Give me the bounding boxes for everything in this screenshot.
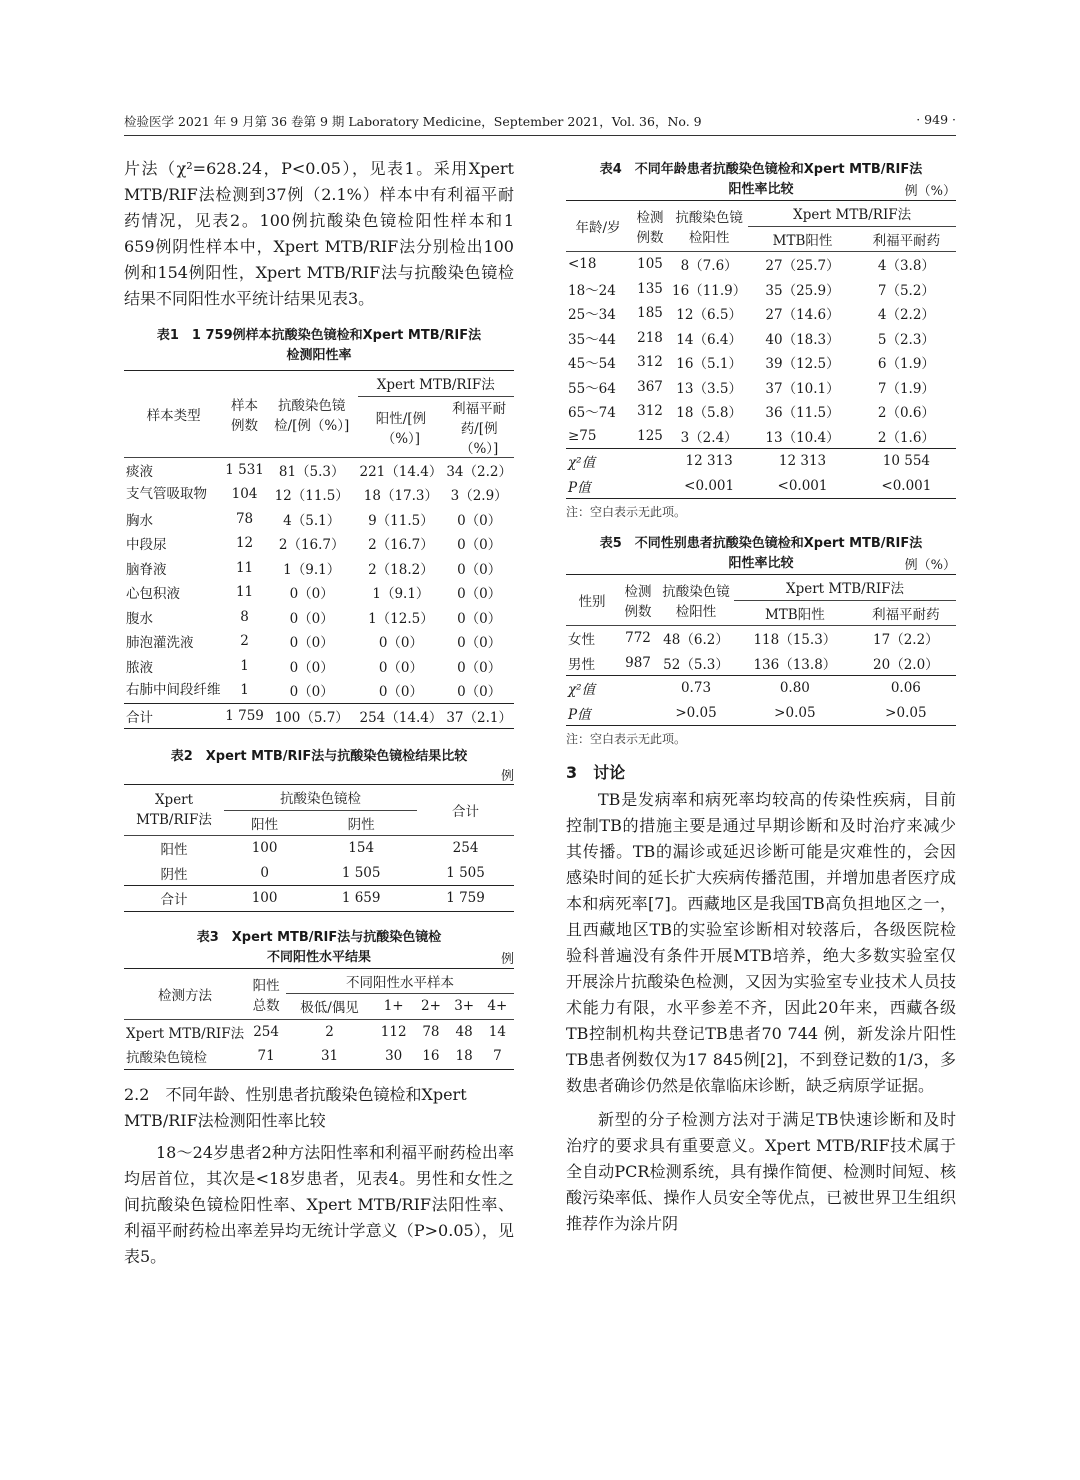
table-cell: 100 [251,890,278,907]
table-cell: 14（6.4） [676,331,742,348]
t2-h-method: Xpert MTB/RIF法 [136,792,212,828]
table-cell: >0.05 [675,704,717,721]
table-cell: 185 [637,305,663,322]
table-cell: 胸水 [126,512,153,529]
t4-h-rif: 利福平耐药 [872,232,941,249]
t4-h-n: 检测例数 [636,210,664,246]
table-cell: 0（0） [457,635,502,652]
table-cell: 3（2.4） [680,429,738,446]
table-cell: 12 313 [778,453,827,470]
table-row [124,482,514,507]
table-1 [124,326,514,729]
table-cell: 136（13.8） [753,656,837,673]
table-cell: 18 [455,1048,473,1065]
section-3-paragraph-2: 新型的分子检测方法对于满足TB快速诊断和及时治疗的要求具有重要意义。Xpert MTB/RIF技术属于全自动PCR检测系统，具有操作简便、检测时间短、核酸污染率低、操作人员安全等优点，已被世界卫生组织推荐作为涂片阴 [566,1110,956,1233]
table-row [566,301,956,326]
table-3-caption: 表3 Xpert MTB/RIF法与抗酸染色镜检 [196,929,442,945]
table-cell: 0（0） [289,635,334,652]
table-cell: 2（16.7） [278,537,345,554]
table-row [124,861,514,886]
table-cell: 27（25.7） [765,258,840,275]
journal-info: 检验医学 2021 年 9 月第 36 卷第 9 期 Laboratory Medicine，September 2021，Vol. 36，No. 9 [124,114,702,129]
table-row [124,531,514,556]
table-cell: 7（5.2） [877,282,935,299]
table-cell: 312 [637,403,663,420]
table-cell: 心包积液 [126,586,180,603]
table-cell: 154 [348,840,375,857]
table-cell: 0（0） [289,659,334,676]
table-1-caption: 表1 1 759例样本抗酸染色镜检和Xpert MTB/RIF法 [156,328,482,343]
table-3-unit: 例 [500,951,514,967]
table-5-caption: 表5 不同性别患者抗酸染色镜检和Xpert MTB/RIF法 [599,536,923,551]
table-cell: 1 759 [446,890,485,907]
table-row [566,626,956,651]
table-row [566,350,956,375]
table-cell: 104 [231,486,258,503]
table-cell: 男性 [568,656,595,673]
t5-h-mtb: MTB阳性 [764,606,825,623]
table-cell: 34（2.2） [446,463,512,480]
table-5 [566,534,956,747]
table-cell: 0（0） [289,610,334,627]
section-2-2-title: 2.2 不同年龄、性别患者抗酸染色镜检和Xpert MTB/RIF法检测阳性率比较 [124,1084,467,1130]
t5-h-afb: 抗酸染色镜检阳性 [662,584,730,620]
section-2-2-body: 18～24岁患者2种方法阳性率和利福平耐药检出率均居首位，其次是<18岁患者，见表4。男性和女性之间抗酸染色镜检阳性率、Xpert MTB/RIF法阳性率、利福平耐药检出率差异均无统计学意义（P>0.05），见表5。 [124,1142,514,1266]
t1-h-n: 样本例数 [231,397,259,434]
table-cell: 6（1.9） [877,356,935,373]
table-cell: Xpert MTB/RIF法 [126,1025,245,1042]
table-row [124,507,514,532]
table-cell: 135 [637,280,663,297]
table-cell: 0.80 [779,680,810,697]
table-2 [124,747,514,912]
table-cell: 48（6.2） [663,632,729,649]
t3-h-total: 阳性总数 [252,977,280,1014]
right-column [566,160,956,1237]
table-row [566,277,956,302]
table-cell: 25～34 [568,307,616,324]
table-cell: 8（7.6） [680,258,738,275]
table-cell: 2（18.2） [368,561,434,578]
table-cell: <18 [568,256,597,273]
table-row [566,399,956,424]
table-cell: 0（0） [378,684,423,701]
table-row [566,424,956,449]
table-3 [124,928,514,1070]
table-cell: 腹水 [126,610,153,627]
table-cell: 16 [422,1048,440,1065]
t2-h-total: 合计 [452,804,480,820]
table-cell: 痰液 [126,463,153,480]
table-4-caption-2: 阳性率比较 [728,182,794,197]
table-cell: 12（6.5） [676,307,742,324]
table-4-caption: 表4 不同年龄患者抗酸染色镜检和Xpert MTB/RIF法 [599,162,923,177]
table-cell: 45～54 [568,356,616,373]
table-cell: 阴性 [160,866,188,883]
table-cell: 100（5.7） [274,709,349,726]
table-cell: 118（15.3） [753,632,837,649]
table-cell: 125 [637,427,663,444]
table-cell: 105 [637,256,663,273]
table-5-caption-2: 阳性率比较 [728,556,794,571]
table-cell: <0.001 [684,477,735,494]
table-cell: 0 [260,864,269,881]
table-cell: 1 505 [341,864,381,881]
t5-h-rif: 利福平耐药 [872,606,940,623]
t4-h-xpert: Xpert MTB/RIF法 [748,201,956,227]
table-cell: 2（1.6） [877,429,935,446]
table-cell: 9（11.5） [368,512,434,529]
table-cell: 81（5.3） [278,463,345,480]
t3-h-levels: 不同阳性水平样本 [286,968,514,994]
table-row [124,654,514,679]
t4-h-afb: 抗酸染色镜检阳性 [675,210,743,246]
table-row [566,326,956,351]
table-row [124,556,514,581]
running-header [124,112,956,136]
table-cell: 987 [625,654,651,671]
table-cell: 13（3.5） [676,380,742,397]
table-cell: 0（0） [457,684,502,701]
table-cell: 35（25.9） [765,282,840,299]
t4-h-age: 年龄/岁 [575,220,621,236]
table-cell: 2（0.6） [877,405,935,422]
table-row [566,651,956,676]
table-cell: 12（11.5） [274,488,349,505]
table-cell: 52（5.3） [663,656,729,673]
table-row [124,836,514,861]
table-cell: <0.001 [881,477,932,494]
t2-h-neg: 阴性 [347,816,375,833]
table-cell: P值 [568,706,591,723]
table-cell: 100 [251,840,278,857]
table-cell: 0（0） [289,586,334,603]
table-cell: 16（11.9） [672,282,747,299]
table-header-cell: 3+ [454,998,475,1015]
table-cell: 11 [235,559,254,576]
table-cell: 7 [493,1048,502,1065]
table-header-cell: 2+ [420,998,441,1015]
table-cell: 0（0） [457,610,502,627]
table-cell: 肺泡灌洗液 [126,635,194,652]
table-cell: 18（17.3） [363,488,439,505]
table-cell: 1（12.5） [368,610,434,627]
table-5-unit: 例（%） [904,558,956,573]
table-cell: 0（0） [378,659,423,676]
table-cell: 1 659 [341,890,381,907]
table-row [566,449,956,474]
table-cell: 1 [240,682,249,699]
table-cell: 218 [637,329,663,346]
table-cell: χ²值 [568,455,596,472]
table-cell: 7（1.9） [877,380,935,397]
t1-h-type: 样本类型 [146,407,201,424]
section-3-title: 3 讨论 [566,763,626,782]
table-cell: 合计 [126,709,153,726]
table-cell: 312 [637,354,663,371]
t5-h-xpert: Xpert MTB/RIF法 [734,575,956,601]
table-cell: 0（0） [457,537,502,554]
table-4-unit: 例（%） [904,184,956,199]
table-cell: 254（14.4） [359,709,443,726]
table-cell: 71 [257,1048,275,1065]
table-cell: 脑脊液 [126,561,167,578]
table-cell: 30 [385,1048,403,1065]
table-cell: 0（0） [457,659,502,676]
table-cell: 12 [235,535,254,552]
table-cell: 0.06 [890,680,921,697]
t1-h-afb: 抗酸染色镜检/[例（%）] [274,397,350,434]
table-cell: 39（12.5） [765,356,840,373]
table-cell: 0.73 [680,680,712,697]
table-cell: 13（10.4） [765,429,840,446]
table-cell: 1（9.1） [372,586,430,603]
table-row [124,1019,514,1044]
left-column [124,156,514,1270]
table-cell: 12 313 [685,453,733,470]
table-cell: 2（16.7） [368,537,434,554]
table-2-caption: 表2 Xpert MTB/RIF法与抗酸染色镜检结果比较 [170,749,468,764]
table-5-note: 注：空白表示无此项。 [566,732,687,746]
table-cell: 16（5.1） [676,356,742,373]
t1-h-pos: 阳性/[例（%）] [375,410,427,447]
table-cell: 合计 [160,892,188,909]
table-cell: 3（2.9） [450,488,508,505]
table-cell: 4（2.2） [877,307,935,324]
table-cell: 右肺中间段纤维 [126,682,221,699]
page-number: · 949 · [916,112,956,127]
table-row [124,703,514,729]
table-cell: 40（18.3） [765,331,840,348]
table-cell: 10 554 [882,453,931,470]
table-cell: 1 505 [446,864,485,881]
table-row [124,580,514,605]
table-cell [630,474,670,499]
table-cell: 14 [488,1023,506,1040]
table-row [566,252,956,277]
table-cell: 脓液 [126,659,153,676]
table-row [566,375,956,400]
table-cell: 18（5.8） [676,405,742,422]
table-cell: 78 [235,510,254,527]
table-cell [618,701,658,726]
table-cell: 4（5.1） [283,512,341,529]
table-row [124,457,514,482]
table-cell: 37（2.1） [446,709,512,726]
table-cell: 阳性 [160,842,188,859]
table-cell: 18～24 [568,282,616,299]
table-cell: 55～64 [568,380,616,397]
table-cell: 中段尿 [126,537,167,554]
table-cell: 367 [637,378,663,395]
table-cell: 221（14.4） [359,463,443,480]
t5-h-sex: 性别 [578,594,606,610]
table-cell: 0（0） [457,512,502,529]
table-cell: 254 [253,1023,279,1040]
table-header-cell: 极低/偶见 [300,1000,359,1017]
t1-h-xpert: Xpert MTB/RIF法 [358,371,515,397]
t2-h-afb: 抗酸染色镜检 [224,785,417,811]
table-cell: 8 [240,608,249,625]
table-cell [630,449,670,474]
table-cell: 65～74 [568,405,616,422]
t1-h-rif: 利福平耐药/[例（%）] [452,400,507,457]
t5-h-n: 检测例数 [624,584,652,620]
table-row [124,629,514,654]
table-cell: 37（10.1） [765,380,840,397]
table-header-cell: 1+ [383,998,404,1015]
table-cell: 0（0） [378,635,423,652]
t3-h-method: 检测方法 [158,987,213,1004]
table-cell: 女性 [568,632,595,649]
table-cell: 5（2.3） [877,331,935,348]
table-cell [618,676,658,701]
table-cell: <0.001 [777,477,828,494]
table-cell: 1 759 [225,707,264,724]
table-cell: 抗酸染色镜检 [126,1050,207,1067]
table-cell: 35～44 [568,331,616,348]
table-1-caption-2: 检测阳性率 [286,348,352,363]
table-cell: ≥75 [568,427,597,444]
table-cell: 254 [452,840,479,857]
t4-h-mtb: MTB阳性 [772,232,833,249]
table-cell: 4（3.8） [877,258,935,275]
table-cell: 支气管吸取物 [126,486,207,503]
table-cell: χ²值 [568,682,596,699]
table-3-caption-2: 不同阳性水平结果 [266,949,371,965]
table-cell: 0（0） [457,586,502,603]
table-row [124,678,514,703]
table-row [124,605,514,630]
table-cell: P值 [568,479,591,496]
t2-h-pos: 阳性 [251,816,279,833]
table-cell: 20（2.0） [873,656,939,673]
table-2-unit: 例 [500,769,514,784]
table-row [124,886,514,912]
table-cell: 17（2.2） [873,632,939,649]
table-cell: 2 [325,1023,334,1040]
table-cell: 31 [320,1048,339,1065]
table-cell: >0.05 [885,704,927,721]
table-row [566,676,956,701]
table-cell: 1（9.1） [283,561,341,578]
table-cell: 1 531 [225,461,264,478]
table-cell: 1 [240,657,249,674]
intro-paragraph: 片法（χ²=628.24，P<0.05），见表1。采用Xpert MTB/RIF法检测到37例（2.1%）样本中有利福平耐药情况，见表2。100例抗酸染色镜检阳性样本和1 659例阴性样本中，Xpert MTB/RIF法分别检出100例和154例阳性，Xpert MTB/RIF法与抗酸染色镜检结果不同阳性水平统计结果见表3。 [124,159,514,308]
table-cell: 36（11.5） [765,405,840,422]
table-row [566,474,956,499]
table-cell: 112 [380,1023,407,1040]
table-cell: 2 [240,633,249,650]
section-3-paragraph-1: TB是发病率和病死率均较高的传染性疾病，目前控制TB的措施主要是通过早期诊断和及时治疗来减少其传播。TB的漏诊或延迟诊断可能是灾难性的，会因感染时间的延长扩大疾病传播范围，并增加患者医疗成本和病死率[7]。西藏地区是我国TB高负担地区之一，且西藏地区TB的实验室诊断相对较落后，各级医院检验科普遍没有条件开展MTB培养，绝大多数实验室仅开展涂片抗酸染色检测，又因为实验室专业技术人员技术能力有限，水平参差不齐，因此20年来，西藏各级TB控制机构共登记TB患者70 744 例，新发涂片阳性TB患者例数仅为17 845例[2]，不到登记数的1/3，多数患者确诊仍然是依靠临床诊断，缺乏病原学证据。 [566,790,956,1095]
table-cell: 48 [455,1023,473,1040]
table-cell: 0（0） [289,684,334,701]
table-4 [566,160,956,520]
table-cell: 27（14.6） [765,307,840,324]
table-cell: 0（0） [457,561,502,578]
table-row [124,1044,514,1069]
table-cell: >0.05 [774,704,816,721]
table-cell: 772 [625,630,651,647]
table-header-cell: 4+ [487,998,508,1015]
table-4-note: 注：空白表示无此项。 [566,505,687,519]
table-cell: 78 [422,1023,440,1040]
table-cell: 11 [235,584,254,601]
table-row [566,701,956,726]
